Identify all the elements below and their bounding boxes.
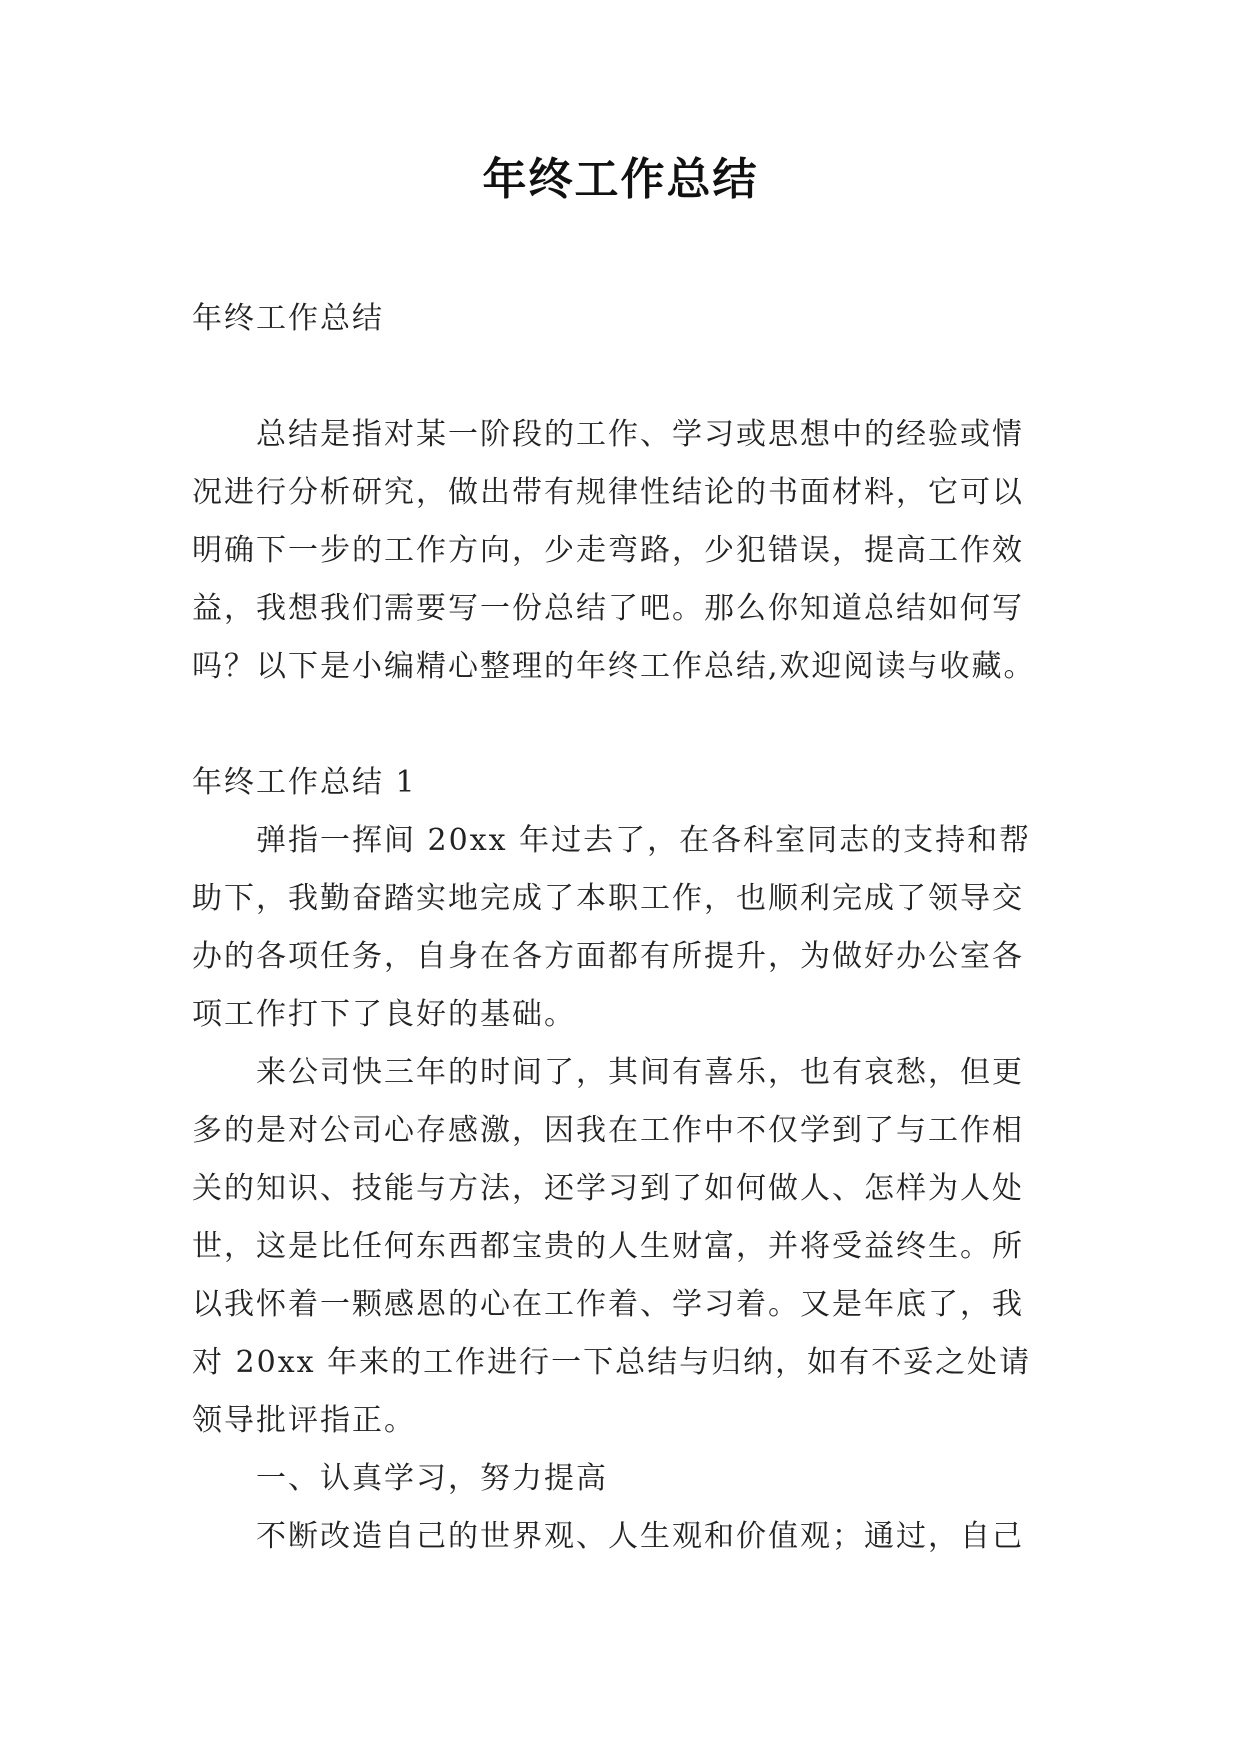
paragraph-line: 关的知识、技能与方法，还学习到了如何做人、怎样为人处 [192, 1171, 1024, 1206]
intro-line: 明确下一步的工作方向，少走弯路，少犯错误，提高工作效 [192, 533, 1024, 568]
point-body-line: 不断改造自己的世界观、人生观和价值观；通过，自己 [256, 1519, 1024, 1554]
intro-line: 况进行分析研究，做出带有规律性结论的书面材料，它可以 [192, 475, 1024, 510]
paragraph-line: 弹指一挥间 20xx 年过去了，在各科室同志的支持和帮 [256, 823, 1032, 858]
paragraph-line: 领导批评指正。 [192, 1403, 416, 1438]
paragraph-line: 办的各项任务，自身在各方面都有所提升，为做好办公室各 [192, 939, 1024, 974]
section-heading: 年终工作总结 1 [192, 765, 417, 800]
document-title: 年终工作总结 [482, 154, 759, 205]
point-heading: 一、认真学习，努力提高 [256, 1461, 608, 1496]
paragraph-line: 对 20xx 年来的工作进行一下总结与归纳，如有不妥之处请 [192, 1345, 1032, 1380]
paragraph-line: 项工作打下了良好的基础。 [192, 997, 576, 1032]
paragraph-line: 来公司快三年的时间了，其间有喜乐，也有哀愁，但更 [256, 1055, 1024, 1090]
intro-line: 吗？以下是小编精心整理的年终工作总结,欢迎阅读与收藏。 [192, 649, 1036, 684]
point-1 [192, 1450, 1052, 1566]
paragraph-line: 多的是对公司心存感激，因我在工作中不仅学到了与工作相 [192, 1113, 1024, 1148]
intro-line: 总结是指对某一阶段的工作、学习或思想中的经验或情 [256, 417, 1024, 452]
intro-paragraph [192, 406, 1052, 696]
document-subtitle: 年终工作总结 [192, 301, 384, 336]
paragraph-line: 世，这是比任何东西都宝贵的人生财富，并将受益终生。所 [192, 1229, 1024, 1264]
paragraph-line: 助下，我勤奋踏实地完成了本职工作，也顺利完成了领导交 [192, 881, 1024, 916]
paragraph-1 [192, 812, 1052, 1044]
intro-line: 益，我想我们需要写一份总结了吧。那么你知道总结如何写 [192, 591, 1024, 626]
paragraph-line: 以我怀着一颗感恩的心在工作着、学习着。又是年底了，我 [192, 1287, 1024, 1322]
section-body [192, 812, 1052, 1566]
paragraph-2 [192, 1044, 1052, 1450]
